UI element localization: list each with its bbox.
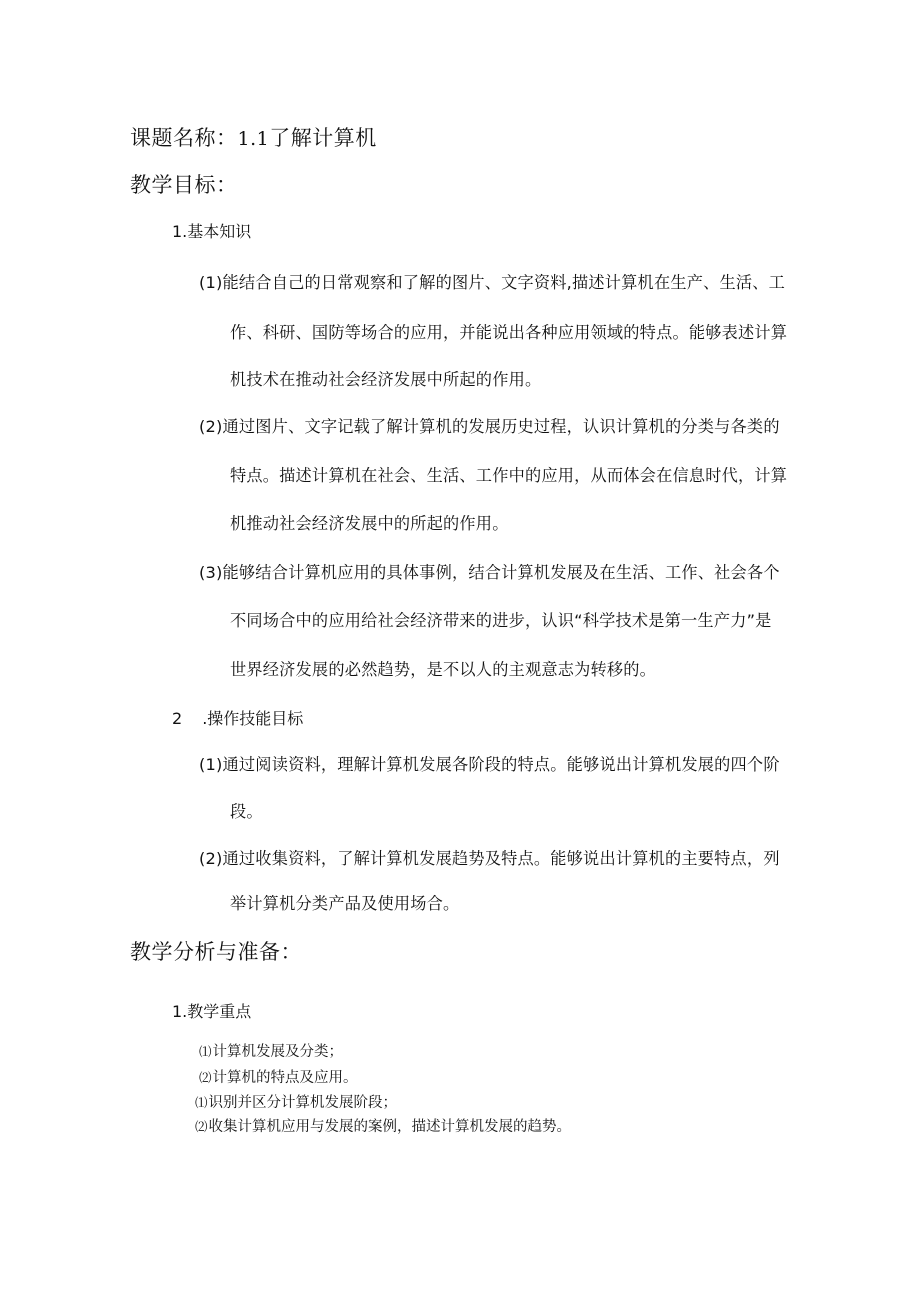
key-point-text: 计算机的特点及应用。	[212, 1070, 358, 1086]
knowledge-item-1-line-3: 机技术在推动社会经济发展中所起的作用。	[230, 370, 542, 389]
knowledge-item-2-line-1: (2)通过图片、文字记载了解计算机的发展历史过程，认识计算机的分类与各类的	[199, 417, 780, 436]
key-point-text: 计算机发展及分类；	[212, 1044, 344, 1060]
skills-heading	[172, 706, 303, 729]
key-point-number: ⑴	[199, 1044, 212, 1059]
knowledge-item-3-line-2: 不同场合中的应用给社会经济带来的进步，认识“科学技术是第一生产力”是	[230, 611, 772, 630]
knowledge-item-3-line-3: 世界经济发展的必然趋势，是不以人的主观意志为转移的。	[230, 660, 657, 679]
key-point-number: ⑵	[199, 1070, 212, 1085]
analysis-heading: 教学分析与准备：	[130, 940, 302, 964]
key-point-item	[195, 1091, 397, 1112]
knowledge-item-2-line-3: 机推动社会经济发展中的所起的作用。	[230, 514, 509, 533]
knowledge-item-1-line-2: 作、科研、国防等场合的应用，并能说出各种应用领域的特点。能够表述计算	[230, 323, 788, 342]
course-title	[130, 122, 377, 152]
key-point-number: ⑴	[195, 1095, 208, 1110]
key-point-number: ⑵	[195, 1119, 208, 1134]
basic-knowledge-heading: 1.基本知识	[172, 222, 252, 241]
skills-item-1-line-1: (1)通过阅读资料，理解计算机发展各阶段的特点。能够说出计算机发展的四个阶	[199, 755, 780, 774]
skills-item-2-line-1: (2)通过收集资料，了解计算机发展趋势及特点。能够说出计算机的主要特点，列	[199, 849, 780, 868]
skills-heading-text: .操作技能目标	[202, 709, 304, 728]
objectives-heading: 教学目标：	[130, 173, 238, 197]
course-title-number: 1.1	[237, 128, 270, 150]
knowledge-item-1-line-1: (1)能结合自己的日常观察和了解的图片、文字资料,描述计算机在生产、生活、工	[199, 273, 786, 292]
skills-heading-number: 2	[172, 709, 183, 728]
key-point-text: 收集计算机应用与发展的案例，描述计算机发展的趋势。	[208, 1119, 572, 1135]
knowledge-item-3-line-1: (3)能够结合计算机应用的具体事例，结合计算机发展及在生活、工作、社会各个	[199, 563, 780, 582]
key-point-item	[199, 1066, 358, 1087]
skills-item-2-line-2: 举计算机分类产品及使用场合。	[230, 894, 460, 913]
key-point-text: 识别并区分计算机发展阶段；	[208, 1095, 398, 1111]
skills-item-1-line-2: 段。	[230, 802, 263, 821]
key-point-item	[195, 1115, 571, 1136]
key-points-heading: 1.教学重点	[172, 1002, 252, 1021]
course-title-text: 了解计算机	[269, 126, 377, 150]
knowledge-item-2-line-2: 特点。描述计算机在社会、生活、工作中的应用，从而体会在信息时代，计算	[230, 466, 788, 485]
key-point-item	[199, 1040, 343, 1061]
course-title-label: 课题名称：	[130, 126, 238, 150]
